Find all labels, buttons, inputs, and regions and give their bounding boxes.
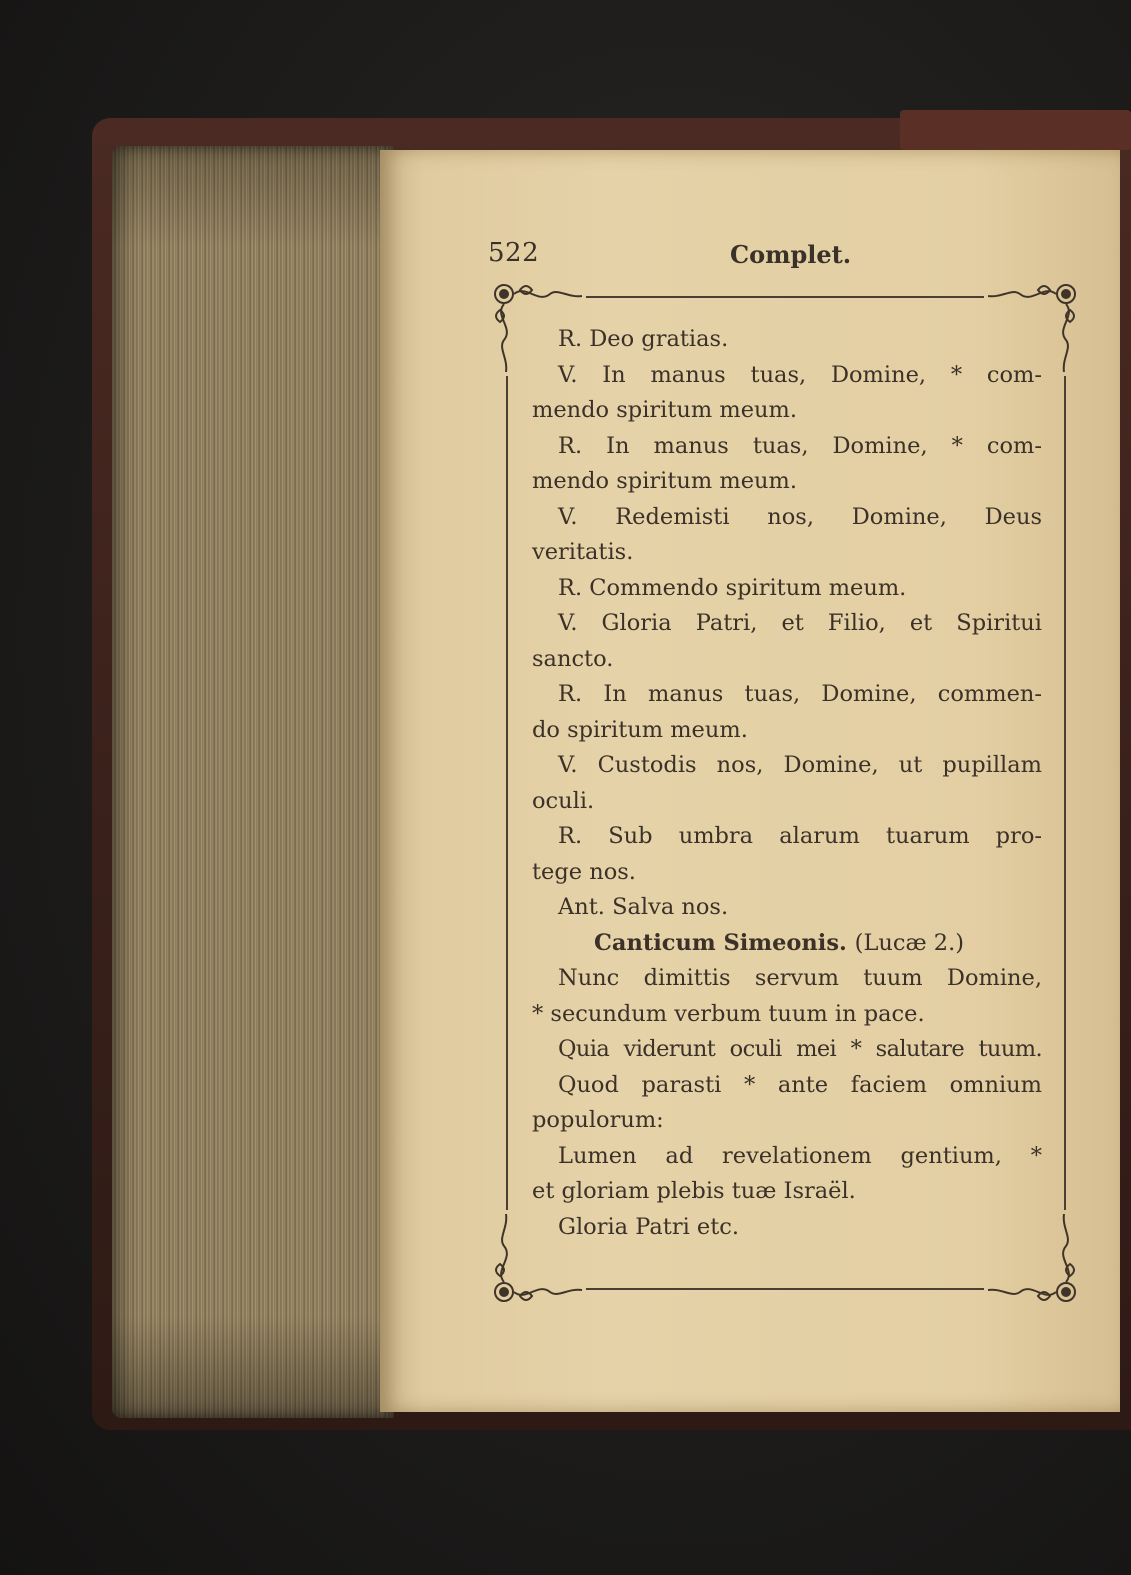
- running-head: [488, 238, 908, 278]
- text-line: V. Gloria Patri, et Filio, et Spiritui: [558, 610, 1042, 636]
- text-line: Ant. Salva nos.: [558, 894, 729, 920]
- text-line: R. In manus tuas, Domine, commen-: [558, 681, 1042, 707]
- text-line: V. Custodis nos, Domine, ut pupillam: [558, 752, 1042, 778]
- text-line: veritatis.: [532, 539, 634, 565]
- text-line: R. Sub umbra alarum tuarum pro-: [558, 823, 1042, 849]
- text-line: tege nos.: [532, 858, 636, 885]
- text-line: V. In manus tuas, Domine, * com-: [558, 361, 1042, 388]
- text-line: do spiritum meum.: [532, 716, 748, 743]
- text-line: et gloriam plebis tuæ Israël.: [532, 1178, 856, 1204]
- text-line: mendo spiritum meum.: [532, 397, 797, 423]
- text-line: Gloria Patri etc.: [558, 1213, 740, 1240]
- text-line: R. Deo gratias.: [558, 326, 729, 352]
- frame-left-rule: [506, 376, 508, 1210]
- canticle-reference: (Lucæ 2.): [854, 929, 965, 956]
- page-edges: [112, 146, 394, 1418]
- text-line: * secundum verbum tuum in pace.: [532, 1000, 925, 1027]
- text-line: Lumen ad revelationem gentium, *: [558, 1142, 1042, 1169]
- text-line: mendo spiritum meum.: [532, 468, 797, 494]
- frame-right-rule: [1064, 376, 1066, 1210]
- text-line: Quod parasti * ante faciem omnium: [558, 1071, 1042, 1098]
- text-line: sancto.: [532, 645, 614, 672]
- text-line: populorum:: [532, 1107, 664, 1133]
- page-text: [532, 322, 1042, 1245]
- text-line: Quia viderunt oculi mei * salutare tuum.: [558, 1036, 1042, 1062]
- frame-bottom-rule: [586, 1288, 984, 1290]
- canticle-title: Canticum Simeonis.: [594, 929, 847, 956]
- section-title: Complet.: [730, 240, 852, 269]
- frame-top-rule: [586, 296, 984, 298]
- text-line: oculi.: [532, 787, 595, 814]
- canticle-heading: [532, 926, 1042, 962]
- page-number: 522: [488, 238, 540, 268]
- text-line: R. In manus tuas, Domine, * com-: [558, 432, 1042, 459]
- book-cover-top-edge: [900, 110, 1131, 150]
- text-line: Nunc dimittis servum tuum Domine,: [558, 965, 1042, 991]
- text-line: V. Redemisti nos, Domine, Deus: [558, 503, 1042, 530]
- text-line: R. Commendo spiritum meum.: [558, 574, 907, 601]
